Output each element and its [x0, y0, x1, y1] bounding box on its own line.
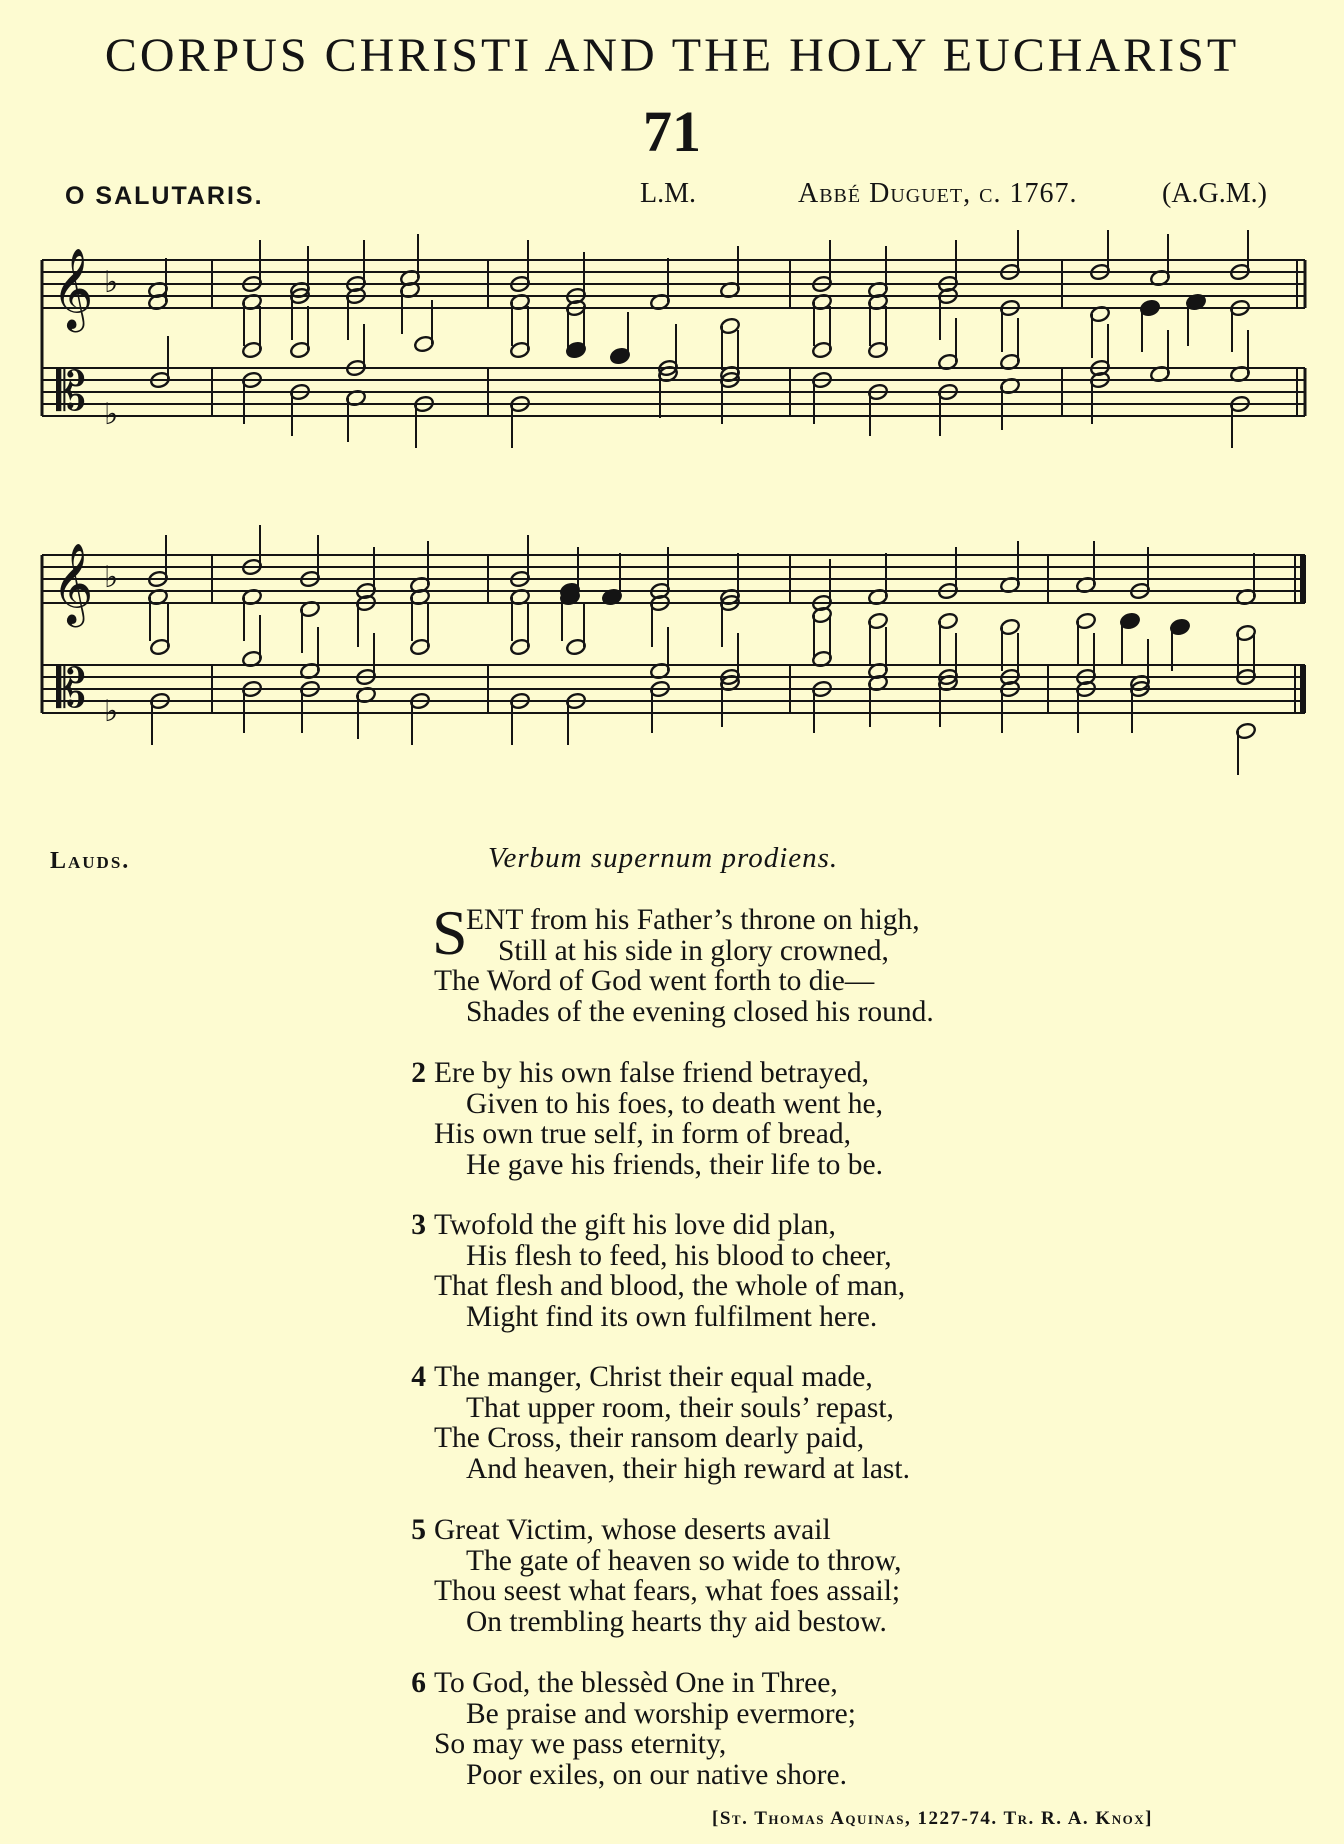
stanza-line: And heaven, their high reward at last. — [466, 1452, 910, 1485]
stanza-line: That upper room, their souls’ repast, — [466, 1391, 894, 1424]
stanza-line: Still at his side in glory crowned, — [498, 934, 889, 967]
tune-editor: (A.G.M.) — [1162, 178, 1267, 209]
stanza-line: The gate of heaven so wide to throw, — [466, 1544, 902, 1577]
c-clef-icon: 𝄡 — [56, 360, 87, 423]
treble-clef-icon: 𝄞 — [52, 247, 94, 329]
stanza-line: Given to his foes, to death went he, — [466, 1087, 884, 1120]
stanza-line: The manger, Christ their equal made, — [434, 1361, 873, 1393]
stanza-line: So may we pass eternity, — [434, 1728, 727, 1760]
stanza-line: Ere by his own false friend betrayed, — [434, 1057, 869, 1089]
stanza-line: Poor exiles, on our native shore. — [466, 1758, 847, 1791]
stanza-number: 3 — [411, 1209, 426, 1241]
stanza-number: 2 — [411, 1057, 426, 1089]
stanza-line: Great Victim, whose deserts avail — [434, 1514, 831, 1546]
section-title: CORPUS CHRISTI AND THE HOLY EUCHARIST — [104, 29, 1240, 82]
text-attribution: [St. Thomas Aquinas, 1227-74. Tr. R. A. Knox] — [712, 1808, 1153, 1829]
stanza-number: 4 — [411, 1361, 426, 1393]
stanza-line: His flesh to feed, his blood to cheer, — [466, 1239, 892, 1272]
drop-cap: S — [432, 897, 468, 968]
stanza-line: To God, the blessèd One in Three, — [434, 1667, 838, 1699]
stanza-number: 5 — [411, 1514, 426, 1546]
stanza-line: Thou seest what fears, what foes assail; — [434, 1575, 901, 1607]
flat-icon: ♭ — [104, 694, 119, 729]
stanza-line: Shades of the evening closed his round. — [466, 995, 934, 1028]
stanza-line: Twofold the gift his love did plan, — [434, 1209, 836, 1241]
stanza-line: That flesh and blood, the whole of man, — [434, 1270, 906, 1302]
stanza-line: Be praise and worship evermore; — [466, 1697, 856, 1730]
flat-icon: ♭ — [104, 265, 119, 300]
music-system-2 — [0, 525, 1344, 815]
stanza-line: The Word of God went forth to die— — [434, 965, 875, 997]
stanza-line: On trembling hearts thy aid bestow. — [466, 1605, 887, 1638]
stanza-line: Might find its own fulfilment here. — [466, 1300, 878, 1333]
stanza-line: ENT from his Father’s throne on high, — [466, 904, 920, 936]
treble-clef-icon: 𝄞 — [52, 542, 94, 624]
stanza-number: 6 — [411, 1667, 426, 1699]
final-bar — [1300, 665, 1306, 713]
music-system-1 — [0, 230, 1344, 510]
flat-icon: ♭ — [104, 560, 119, 595]
stanza-line: He gave his friends, their life to be. — [466, 1148, 883, 1181]
flat-icon: ♭ — [104, 397, 119, 432]
office-name: Lauds. — [50, 848, 131, 874]
final-bar — [1300, 555, 1306, 603]
latin-incipit: Verbum supernum prodiens. — [488, 842, 839, 874]
hymn-number: 71 — [643, 99, 701, 164]
c-clef-icon: 𝄡 — [56, 657, 87, 720]
stanza-line: His own true self, in form of bread, — [434, 1118, 851, 1150]
tune-composer: Abbé Duguet, c. 1767. — [798, 178, 1078, 209]
tune-metre: L.M. — [640, 178, 696, 209]
tune-name: O SALUTARIS. — [65, 182, 264, 210]
stanza-line: The Cross, their ransom dearly paid, — [434, 1422, 865, 1454]
